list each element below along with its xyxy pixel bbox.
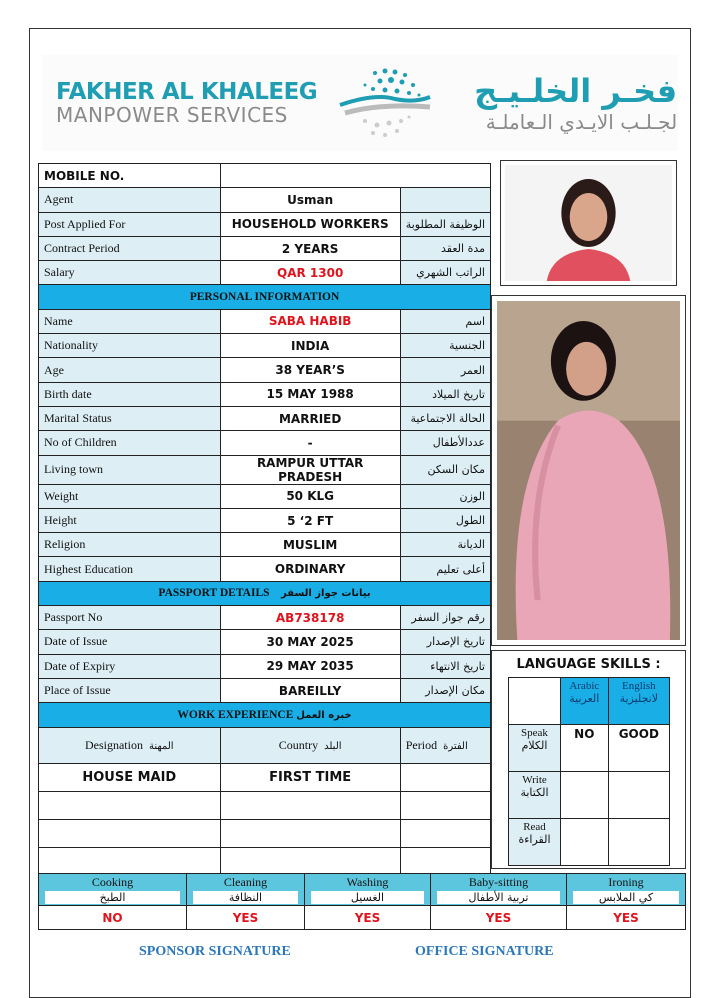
table-row bbox=[39, 236, 491, 260]
field-label-ar: الجنسية bbox=[400, 334, 490, 358]
table-row bbox=[39, 630, 491, 654]
col-ar: البلد bbox=[324, 740, 342, 752]
full-body-photo bbox=[491, 295, 686, 646]
work-header-ar: خبره العمل bbox=[296, 709, 352, 721]
field-value: 15 MAY 1988 bbox=[220, 382, 400, 406]
agent-value: Usman bbox=[220, 188, 400, 212]
work-row bbox=[39, 763, 491, 791]
table-row bbox=[39, 188, 491, 212]
passport-no-value: AB738178 bbox=[220, 606, 400, 630]
salary-value: QAR 1300 bbox=[220, 261, 400, 285]
empty-cell bbox=[400, 791, 490, 819]
col-period bbox=[400, 727, 490, 763]
skill-cleaning bbox=[187, 874, 305, 906]
country-value: FIRST TIME bbox=[220, 763, 400, 791]
empty-cell bbox=[39, 847, 221, 875]
full-body-image bbox=[497, 301, 680, 640]
field-label-ar: تاريخ الإصدار bbox=[400, 630, 490, 654]
empty-cell bbox=[400, 819, 490, 847]
skill-en: Washing bbox=[346, 875, 389, 889]
col-ar: العربية bbox=[569, 692, 600, 705]
skill-value: NO bbox=[39, 906, 187, 930]
mobile-value bbox=[220, 164, 490, 188]
empty-cell bbox=[39, 819, 221, 847]
work-row bbox=[39, 847, 491, 875]
candidate-info-table bbox=[38, 163, 491, 876]
work-header bbox=[39, 703, 491, 727]
skill-value: YES bbox=[305, 906, 431, 930]
write-arabic bbox=[561, 772, 609, 819]
field-label-ar: الطول bbox=[400, 508, 490, 532]
field-label-ar: الديانة bbox=[400, 533, 490, 557]
row-ar: الكتابة bbox=[520, 786, 549, 799]
table-row bbox=[39, 606, 491, 630]
logo-subtitle: MANPOWER SERVICES bbox=[56, 102, 288, 127]
table-row bbox=[39, 406, 491, 430]
field-label-ar: مدة العقد bbox=[400, 236, 490, 260]
skill-ironing bbox=[567, 874, 686, 906]
field-value: MARRIED bbox=[220, 406, 400, 430]
table-row bbox=[39, 382, 491, 406]
field-value: MUSLIM bbox=[220, 533, 400, 557]
passport-photo bbox=[500, 160, 677, 286]
language-header-row bbox=[509, 678, 670, 725]
mobile-label: MOBILE NO. bbox=[39, 164, 221, 188]
field-value: BAREILLY bbox=[220, 678, 400, 702]
field-label-ar: الوزن bbox=[400, 484, 490, 508]
field-label: Contract Period bbox=[39, 236, 221, 260]
personal-info-header: PERSONAL INFORMATION bbox=[39, 285, 491, 309]
table-row bbox=[39, 431, 491, 455]
field-value: 38 YEAR’S bbox=[220, 358, 400, 382]
portrait-image bbox=[505, 165, 672, 281]
col-en: Designation bbox=[84, 737, 143, 752]
empty-cell bbox=[39, 791, 221, 819]
language-row bbox=[509, 725, 670, 772]
field-label: Name bbox=[39, 309, 221, 333]
work-header-en: WORK EXPERIENCE bbox=[177, 708, 294, 721]
logo-arabic-subtitle: لجـلـب الايـدي الـعاملـة bbox=[485, 110, 678, 134]
field-label-ar: الحالة الاجتماعية bbox=[400, 406, 490, 430]
skill-ar: كي الملابس bbox=[573, 891, 679, 904]
field-label: Passport No bbox=[39, 606, 221, 630]
col-en: Period bbox=[405, 737, 438, 752]
field-label-ar: الراتب الشهري bbox=[400, 261, 490, 285]
field-value: RAMPUR UTTAR PRADESH bbox=[220, 455, 400, 484]
field-label: Highest Education bbox=[39, 557, 221, 581]
row-en: Read bbox=[523, 821, 546, 833]
field-label-ar: أعلى تعليم bbox=[400, 557, 490, 581]
work-row bbox=[39, 791, 491, 819]
table-row bbox=[39, 455, 491, 484]
read-english bbox=[608, 819, 669, 866]
post-value: HOUSEHOLD WORKERS bbox=[220, 212, 400, 236]
field-label: Salary bbox=[39, 261, 221, 285]
language-skills-title: LANGUAGE SKILLS : bbox=[516, 657, 661, 672]
skill-value: YES bbox=[567, 906, 686, 930]
mobile-row bbox=[39, 164, 491, 188]
work-row bbox=[39, 819, 491, 847]
field-label-ar: مكان الإصدار bbox=[400, 678, 490, 702]
skill-ar: الغسيل bbox=[311, 891, 424, 904]
table-row bbox=[39, 309, 491, 333]
speak-english: GOOD bbox=[608, 725, 669, 772]
table-row bbox=[39, 557, 491, 581]
skill-en: Cleaning bbox=[223, 875, 268, 889]
field-label-ar: رقم جواز السفر bbox=[400, 606, 490, 630]
col-ar: لانجليزية bbox=[619, 692, 659, 705]
section-header bbox=[39, 703, 491, 727]
col-designation bbox=[39, 727, 221, 763]
empty-cell bbox=[220, 847, 400, 875]
field-label: No of Children bbox=[39, 431, 221, 455]
passport-header-en: PASSPORT DETAILS bbox=[158, 587, 270, 600]
skill-babysitting bbox=[431, 874, 567, 906]
write-english bbox=[608, 772, 669, 819]
field-label: Weight bbox=[39, 484, 221, 508]
field-value: 30 MAY 2025 bbox=[220, 630, 400, 654]
row-en: Speak bbox=[521, 727, 548, 739]
skills-header-row bbox=[39, 874, 686, 906]
table-row bbox=[39, 212, 491, 236]
col-english bbox=[608, 678, 669, 725]
col-en: Arabic bbox=[569, 680, 600, 692]
section-header bbox=[39, 285, 491, 309]
field-value: ORDINARY bbox=[220, 557, 400, 581]
field-label-ar: الوظيفة المطلوبة bbox=[400, 212, 490, 236]
skill-en: Baby-sitting bbox=[468, 875, 529, 889]
passport-header-ar: بيانات جواز السفر bbox=[281, 588, 371, 600]
section-header bbox=[39, 581, 491, 605]
skill-washing bbox=[305, 874, 431, 906]
field-label: Birth date bbox=[39, 382, 221, 406]
field-label: Living town bbox=[39, 455, 221, 484]
col-ar: الفترة bbox=[443, 740, 468, 752]
sponsor-signature-label: SPONSOR SIGNATURE bbox=[139, 944, 291, 959]
empty-cell bbox=[220, 819, 400, 847]
row-ar: الكلام bbox=[521, 739, 548, 752]
field-label: Age bbox=[39, 358, 221, 382]
office-signature-label: OFFICE SIGNATURE bbox=[415, 944, 554, 959]
field-label: Nationality bbox=[39, 334, 221, 358]
skill-en: Cooking bbox=[91, 875, 134, 889]
col-arabic bbox=[561, 678, 609, 725]
col-en: Country bbox=[278, 737, 319, 752]
field-label: Date of Expiry bbox=[39, 654, 221, 678]
field-label-ar: مكان السكن bbox=[400, 455, 490, 484]
logo-arabic-name: فخـر الخلـيـج bbox=[474, 72, 678, 110]
row-ar: القراءة bbox=[518, 833, 551, 846]
logo-globe-icon bbox=[335, 63, 435, 143]
col-ar: المهنة bbox=[148, 740, 174, 752]
field-label: Agent bbox=[39, 188, 221, 212]
logo-name: FAKHER AL KHALEEG bbox=[56, 79, 318, 106]
empty-cell bbox=[400, 847, 490, 875]
table-row bbox=[39, 484, 491, 508]
field-label: Post Applied For bbox=[39, 212, 221, 236]
row-label bbox=[509, 819, 561, 866]
field-label-ar: العمر bbox=[400, 358, 490, 382]
name-value: SABA HABIB bbox=[220, 309, 400, 333]
field-value: 50 KLG bbox=[220, 484, 400, 508]
field-value: 5 ‘2 FT bbox=[220, 508, 400, 532]
table-row bbox=[39, 533, 491, 557]
skills-value-row bbox=[39, 906, 686, 930]
col-en: English bbox=[621, 680, 656, 692]
field-label: Place of Issue bbox=[39, 678, 221, 702]
language-skills-panel bbox=[491, 650, 686, 869]
language-row bbox=[509, 772, 670, 819]
company-logo bbox=[42, 55, 678, 151]
language-skills-table bbox=[508, 677, 670, 866]
contract-value: 2 YEARS bbox=[220, 236, 400, 260]
language-row bbox=[509, 819, 670, 866]
field-label-ar: تاريخ الميلاد bbox=[400, 382, 490, 406]
empty-cell bbox=[220, 791, 400, 819]
speak-arabic: NO bbox=[561, 725, 609, 772]
skills-table bbox=[38, 873, 686, 930]
skill-ar: تربية الأطفال bbox=[437, 891, 560, 904]
field-label-ar bbox=[400, 188, 490, 212]
read-arabic bbox=[561, 819, 609, 866]
table-row bbox=[39, 508, 491, 532]
field-label-ar: اسم bbox=[400, 309, 490, 333]
field-value: INDIA bbox=[220, 334, 400, 358]
row-label bbox=[509, 772, 561, 819]
field-value: - bbox=[220, 431, 400, 455]
period-value bbox=[400, 763, 490, 791]
table-row bbox=[39, 678, 491, 702]
field-label: Marital Status bbox=[39, 406, 221, 430]
row-label bbox=[509, 725, 561, 772]
skill-en: Ironing bbox=[608, 875, 644, 889]
skill-value: YES bbox=[431, 906, 567, 930]
skill-ar: الطبخ bbox=[45, 891, 180, 904]
passport-header bbox=[39, 581, 491, 605]
skill-cooking bbox=[39, 874, 187, 906]
table-row bbox=[39, 358, 491, 382]
table-row bbox=[39, 261, 491, 285]
row-en: Write bbox=[522, 774, 547, 786]
skill-ar: النظافة bbox=[193, 891, 298, 904]
field-label: Date of Issue bbox=[39, 630, 221, 654]
designation-value: HOUSE MAID bbox=[39, 763, 221, 791]
field-label: Religion bbox=[39, 533, 221, 557]
field-label: Height bbox=[39, 508, 221, 532]
col-country bbox=[220, 727, 400, 763]
work-columns bbox=[39, 727, 491, 763]
table-row bbox=[39, 654, 491, 678]
field-label-ar: عددالأطفال bbox=[400, 431, 490, 455]
empty-cell bbox=[509, 678, 561, 725]
field-value: 29 MAY 2035 bbox=[220, 654, 400, 678]
table-row bbox=[39, 334, 491, 358]
skill-value: YES bbox=[187, 906, 305, 930]
field-label-ar: تاريخ الانتهاء bbox=[400, 654, 490, 678]
